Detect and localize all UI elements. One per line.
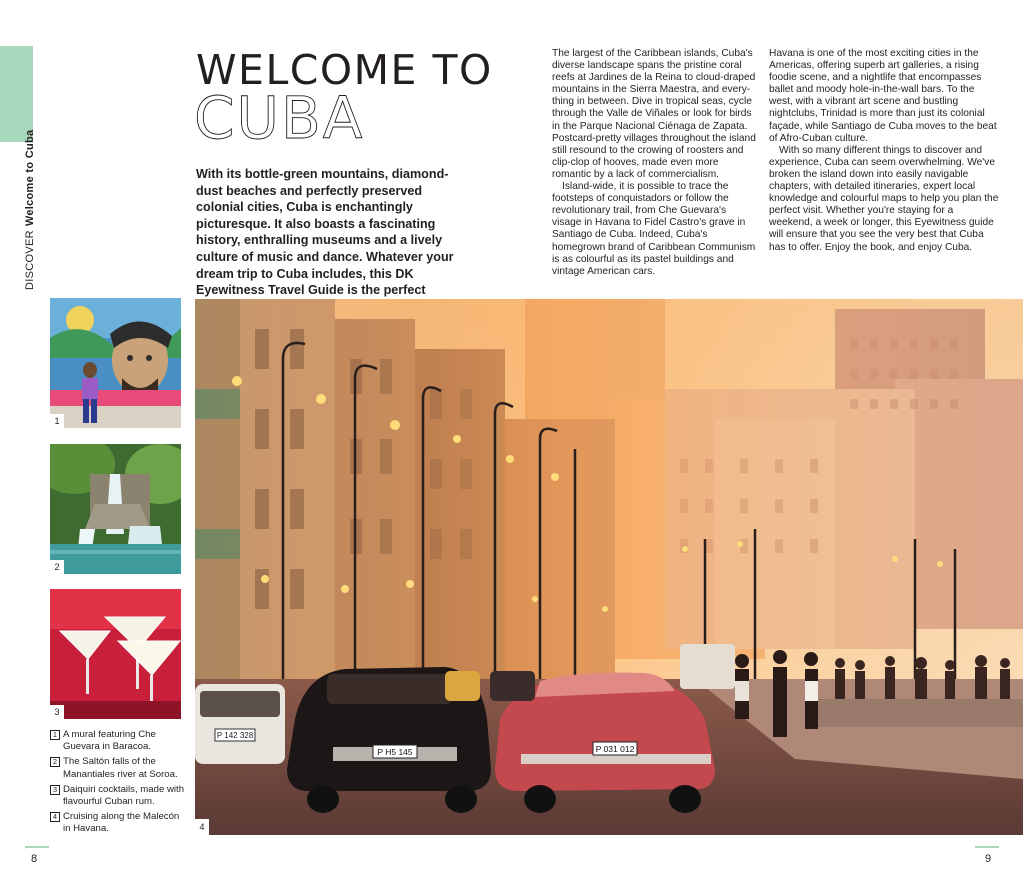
page-title-line2-text: CUBA — [194, 84, 365, 152]
body-column-1 — [552, 48, 758, 278]
folio-rule-left — [25, 846, 49, 848]
section-name: DISCOVER — [24, 230, 36, 290]
section-tab — [0, 46, 33, 142]
folio-rule-right — [975, 846, 999, 848]
photo-number: 4 — [195, 819, 209, 835]
plate-black-car: P H5 145 — [377, 747, 413, 757]
section-label — [24, 130, 36, 290]
section-title: Welcome to Cuba — [24, 129, 36, 227]
caption-text: Daiquiri cocktails, made with flavourful Cuban rum. — [63, 783, 185, 808]
photo-waterfall — [50, 444, 181, 574]
caption-text: The Saltón falls of the Manantiales river at Soroa. — [63, 756, 178, 780]
photo-captions — [50, 729, 185, 839]
caption-item — [50, 784, 185, 808]
caption-number: 1 — [50, 730, 60, 740]
caption-number: 4 — [50, 812, 60, 822]
plate-red-car: P 031 012 — [595, 744, 635, 754]
caption-number: 2 — [50, 757, 60, 767]
caption-item — [50, 811, 185, 835]
body-paragraph: The largest of the Caribbean islands, Cuba's diverse landscape spans the pristine coral reefs at Jardines de la Reina to cloud-draped mountains in the Sierra Maestra, and every-thing in between. Dive in tropical seas, cycle through the Valle de Viñales or look for birds in the Parque Nacional Ciénaga de Zapata. Postcard-pretty villages throughout the island still resound to the crowing of roosters and clip-clop of hooves, made even more romantic by a lack of commercialism. — [552, 48, 756, 180]
body-paragraph: With so many different things to discover and experience, Cuba can seem overwhelming. We've broken the island down into easily navigable chapters, with detailed itineraries, expert local knowledge and colourful maps to help you plan the perfect visit. Whether you're staying for a weekend, a week or longer, this Eyewitness guide will ensure that you see the very best that Cuba has to offer. Enjoy the book, and enjoy Cuba. — [769, 144, 999, 253]
body-paragraph: Havana is one of the most exciting cities in the Americas, offering superb art galleries, a rising foodie scene, and a nightlife that encompasses ballet and moody hole-in-the-wall bars. To the west, with a vibrant art scene and bustling nightclubs, Trinidad is more than just its colonial façade, while Santiago de Cuba moves to the beat of Afro-Cuban culture. — [769, 48, 997, 144]
photo-number: 2 — [50, 560, 64, 574]
caption-text: A mural featuring Che Guevara in Baracoa. — [63, 729, 156, 753]
photo-number: 1 — [50, 414, 64, 428]
page-number-right: 9 — [985, 853, 992, 865]
page-title-line2 — [194, 84, 364, 152]
caption-number: 3 — [50, 785, 60, 795]
caption-item — [50, 756, 185, 780]
body-paragraph: Island-wide, it is possible to trace the footsteps of conquistadors or follow the revolutionary trail, from Che Guevara's visage in Havana to Fidel Castro's grave in Santiago de Cuba. Indeed, Cuba's homegrown brand of Caribbean Communism is as colourful as its pastel buildings and vintage American cars. — [552, 181, 756, 277]
photo-cocktails — [50, 589, 181, 719]
body-column-2 — [769, 48, 999, 254]
photo-mural — [50, 298, 181, 428]
page-number-left: 8 — [31, 853, 38, 865]
caption-text: Cruising along the Malecón in Havana. — [63, 811, 180, 835]
photo-malecon — [195, 299, 1023, 835]
caption-item — [50, 729, 185, 753]
plate-white-car: P 142 328 — [216, 731, 254, 740]
photo-number: 3 — [50, 705, 64, 719]
intro-paragraph: With its bottle-green mountains, diamond-dust beaches and perfectly preserved colonial cities, Cuba is enchantingly picturesque. It also boasts a fascinating history, enthralling museums and a lively culture of music and dance. Whatever your dream trip to Cuba includes, this DK Eyewitness Travel Guide is the perfect — [196, 167, 454, 298]
page-title-line1: WELCOME TO — [196, 46, 493, 94]
